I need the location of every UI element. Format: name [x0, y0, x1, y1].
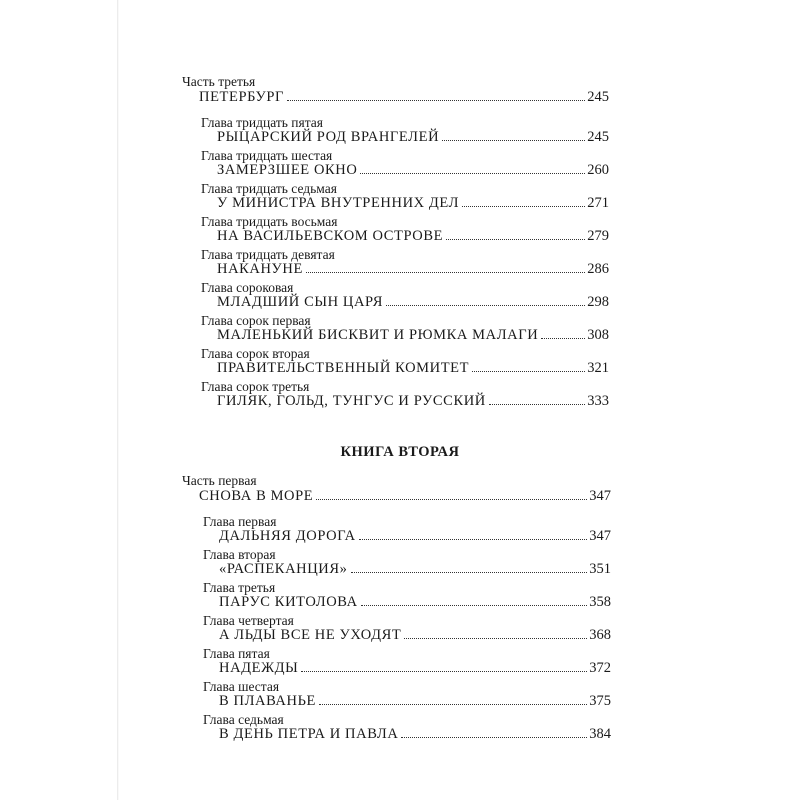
chapter-label: Глава вторая	[203, 547, 276, 562]
chapter-label: Глава тридцать восьмая	[201, 214, 338, 229]
page-number: 375	[589, 693, 611, 709]
chapter-label: Глава тридцать пятая	[201, 115, 323, 130]
page-number: 245	[587, 89, 609, 105]
leader-dots	[301, 670, 587, 672]
chapter-title: «РАСПЕКАНЦИЯ»	[219, 561, 348, 577]
page-number: 358	[589, 594, 611, 610]
leader-dots	[359, 538, 588, 540]
chapter-title: ГИЛЯК, ГОЛЬД, ТУНГУС И РУССКИЙ	[217, 393, 486, 409]
page-number: 279	[587, 228, 609, 244]
chapter-label: Глава четвертая	[203, 613, 294, 628]
chapter-label: Глава седьмая	[203, 712, 284, 727]
chapter-entry[interactable]	[219, 692, 611, 710]
chapter-title: НАКАНУНЕ	[217, 261, 303, 277]
chapter-entry[interactable]	[219, 725, 611, 743]
chapter-label: Глава пятая	[203, 646, 270, 661]
chapter-title: НА ВАСИЛЬЕВСКОМ ОСТРОВЕ	[217, 228, 444, 244]
leader-dots	[361, 604, 588, 606]
chapter-title: МАЛЕНЬКИЙ БИСКВИТ И РЮМКА МАЛАГИ	[217, 327, 539, 343]
chapter-entry[interactable]	[219, 659, 611, 677]
chapter-title: А ЛЬДЫ ВСЕ НЕ УХОДЯТ	[219, 627, 402, 643]
leader-dots	[351, 571, 588, 573]
chapter-title: В ДЕНЬ ПЕТРА И ПАВЛА	[219, 726, 399, 742]
leader-dots	[360, 172, 585, 174]
part-title: ПЕТЕРБУРГ	[199, 89, 285, 105]
page-number: 245	[587, 129, 609, 145]
page-number: 321	[587, 360, 609, 376]
page-number: 372	[589, 660, 611, 676]
leader-dots	[319, 703, 587, 705]
chapter-title: МЛАДШИЙ СЫН ЦАРЯ	[217, 294, 384, 310]
leader-dots	[541, 337, 585, 339]
leader-dots	[442, 139, 585, 141]
chapter-label: Глава шестая	[203, 679, 280, 694]
chapter-title: В ПЛАВАНЬЕ	[219, 693, 316, 709]
page-number: 271	[587, 195, 609, 211]
chapter-title: У МИНИСТРА ВНУТРЕННИХ ДЕЛ	[217, 195, 460, 211]
chapter-label: Глава первая	[203, 514, 277, 529]
chapter-entry[interactable]	[217, 128, 609, 146]
chapter-entry[interactable]	[217, 260, 609, 278]
chapter-entry[interactable]	[219, 560, 611, 578]
leader-dots	[401, 736, 587, 738]
chapter-title: ПАРУС КИТОЛОВА	[219, 594, 358, 610]
chapter-entry[interactable]	[219, 527, 611, 545]
page-number: 308	[587, 327, 609, 343]
leader-dots	[404, 637, 587, 639]
page-number: 384	[589, 726, 611, 742]
chapter-title: ПРАВИТЕЛЬСТВЕННЫЙ КОМИТЕТ	[217, 360, 470, 376]
chapter-label: Глава тридцать седьмая	[201, 181, 337, 196]
chapter-entry[interactable]	[219, 593, 611, 611]
part-title: СНОВА В МОРЕ	[199, 488, 314, 504]
page-number: 333	[587, 393, 609, 409]
chapter-title: ЗАМЕРЗШЕЕ ОКНО	[217, 162, 358, 178]
page-number: 368	[589, 627, 611, 643]
chapter-label: Глава сорок вторая	[201, 346, 310, 361]
part-label: Часть третья	[182, 74, 256, 89]
chapter-label: Глава третья	[203, 580, 276, 595]
chapter-label: Глава тридцать шестая	[201, 148, 333, 163]
page-number: 286	[587, 261, 609, 277]
leader-dots	[489, 403, 585, 405]
chapter-label: Глава сорок первая	[201, 313, 311, 328]
chapter-label: Глава сорок третья	[201, 379, 310, 394]
chapter-entry[interactable]	[217, 161, 609, 179]
chapter-entry[interactable]	[217, 194, 609, 212]
chapter-label: Глава сороковая	[201, 280, 294, 295]
leader-dots	[306, 271, 585, 273]
chapter-label: Глава тридцать девятая	[201, 247, 335, 262]
part-entry[interactable]	[199, 487, 611, 505]
chapter-entry[interactable]	[217, 359, 609, 377]
chapter-entry[interactable]	[217, 293, 609, 311]
leader-dots	[287, 99, 585, 101]
leader-dots	[386, 304, 585, 306]
leader-dots	[316, 498, 587, 500]
part-entry[interactable]	[199, 88, 609, 106]
page-number: 347	[589, 488, 611, 504]
leader-dots	[446, 238, 585, 240]
chapter-entry[interactable]	[217, 227, 609, 245]
chapter-entry[interactable]	[219, 626, 611, 644]
leader-dots	[472, 370, 585, 372]
chapter-title: РЫЦАРСКИЙ РОД ВРАНГЕЛЕЙ	[217, 129, 440, 145]
page-number: 260	[587, 162, 609, 178]
page-number: 351	[589, 561, 611, 577]
book-heading: КНИГА ВТОРАЯ	[340, 444, 460, 460]
page-number: 298	[587, 294, 609, 310]
chapter-entry[interactable]	[217, 326, 609, 344]
page-number: 347	[589, 528, 611, 544]
leader-dots	[462, 205, 585, 207]
chapter-title: НАДЕЖДЫ	[219, 660, 299, 676]
chapter-entry[interactable]	[217, 392, 609, 410]
chapter-title: ДАЛЬНЯЯ ДОРОГА	[219, 528, 356, 544]
part-label: Часть первая	[182, 473, 257, 488]
